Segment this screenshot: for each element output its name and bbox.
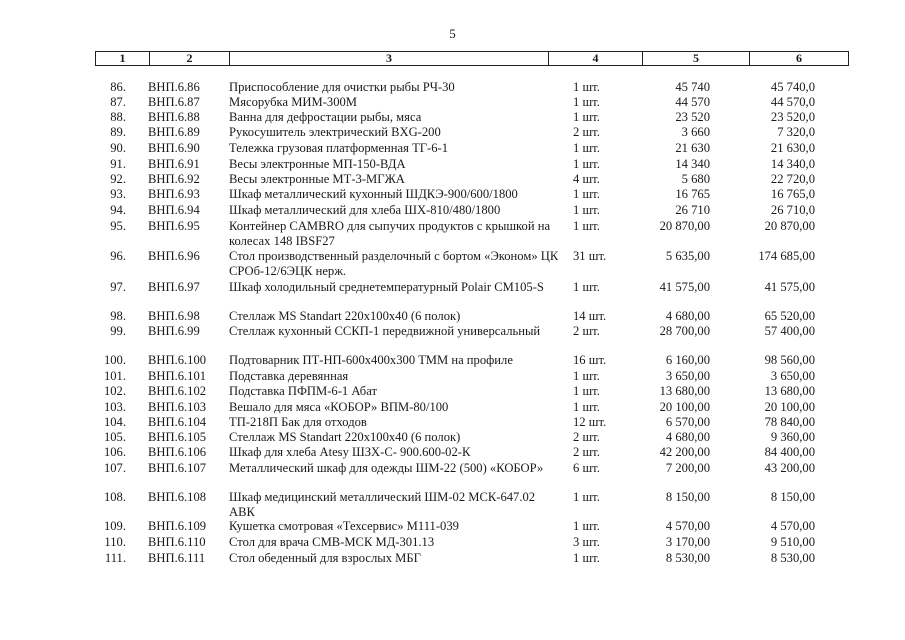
item-name: ТП-218П Бак для отходов [229, 415, 367, 429]
item-total: 41 575,00 [764, 280, 815, 294]
item-code: ВНП.6.107 [148, 461, 207, 475]
item-unit-price: 8 150,00 [665, 490, 710, 504]
item-unit-price: 13 680,00 [659, 384, 710, 398]
item-total: 21 630,0 [770, 141, 815, 155]
item-quantity: 1 шт. [573, 369, 600, 383]
item-name: Весы электронные МП-150-ВДА [229, 157, 406, 171]
item-name: Стеллаж MS Standart 220x100x40 (6 полок) [229, 309, 461, 323]
item-code: ВНП.6.99 [148, 324, 200, 338]
row-number: 109. [103, 519, 126, 533]
item-code: ВНП.6.110 [148, 535, 206, 549]
item-name: Стеллаж MS Standart 220x100x40 (6 полок) [229, 430, 461, 444]
item-quantity: 2 шт. [573, 125, 600, 139]
item-name: Стол обеденный для взрослых МБГ [229, 551, 421, 565]
item-total: 22 720,0 [770, 172, 815, 186]
item-quantity: 2 шт. [573, 324, 600, 338]
item-quantity: 1 шт. [573, 490, 600, 504]
item-quantity: 1 шт. [573, 280, 600, 294]
item-code: ВНП.6.88 [148, 110, 200, 124]
row-number: 102. [103, 384, 126, 398]
item-code: ВНП.6.94 [148, 203, 200, 217]
row-number: 94. [110, 203, 126, 217]
item-code: ВНП.6.103 [148, 400, 207, 414]
item-quantity: 31 шт. [573, 249, 607, 263]
item-name: Вешало для мяса «КОБОР» ВПМ-80/100 [229, 400, 449, 414]
item-unit-price: 3 170,00 [665, 535, 710, 549]
item-quantity: 1 шт. [573, 400, 600, 414]
item-unit-price: 26 710 [675, 203, 710, 217]
item-code: ВНП.6.91 [148, 157, 200, 171]
row-number: 105. [103, 430, 126, 444]
item-total: 14 340,0 [770, 157, 815, 171]
item-quantity: 1 шт. [573, 551, 600, 565]
item-unit-price: 3 660 [681, 125, 710, 139]
row-number: 89. [110, 125, 126, 139]
item-code: ВНП.6.104 [148, 415, 207, 429]
item-code: ВНП.6.86 [148, 80, 200, 94]
item-unit-price: 7 200,00 [665, 461, 710, 475]
item-quantity: 1 шт. [573, 141, 600, 155]
item-unit-price: 3 650,00 [665, 369, 710, 383]
item-code: ВНП.6.102 [148, 384, 207, 398]
item-quantity: 3 шт. [573, 535, 600, 549]
item-name: Мясорубка МИМ-300М [229, 95, 357, 109]
item-total: 4 570,00 [770, 519, 815, 533]
row-number: 88. [110, 110, 126, 124]
item-quantity: 12 шт. [573, 415, 607, 429]
item-quantity: 1 шт. [573, 219, 600, 233]
item-name: Весы электронные МТ-3-МГЖА [229, 172, 405, 186]
item-code: ВНП.6.92 [148, 172, 200, 186]
item-total: 65 520,00 [764, 309, 815, 323]
item-name: Подтоварник ПТ-НП-600x400x300 ТММ на профиле [229, 353, 513, 367]
header-col-1: 1 [96, 52, 150, 65]
header-col-5: 5 [643, 52, 750, 65]
item-name: Ванна для дефростации рыбы, мяса [229, 110, 422, 124]
row-number: 106. [103, 445, 126, 459]
item-total: 45 740,0 [770, 80, 815, 94]
item-total: 23 520,0 [770, 110, 815, 124]
item-total: 20 870,00 [764, 219, 815, 233]
item-name: Шкаф медицинский металлический ШМ-02 МСК-647.02 АВК [229, 490, 536, 519]
item-total: 78 840,00 [764, 415, 815, 429]
item-total: 174 685,00 [758, 249, 815, 263]
row-number: 93. [110, 187, 126, 201]
item-total: 13 680,00 [764, 384, 815, 398]
item-unit-price: 5 680 [681, 172, 710, 186]
header-col-3: 3 [230, 52, 549, 65]
item-code: ВНП.6.87 [148, 95, 200, 109]
item-code: ВНП.6.89 [148, 125, 200, 139]
item-code: ВНП.6.111 [148, 551, 206, 565]
item-total: 98 560,00 [764, 353, 815, 367]
item-unit-price: 21 630 [675, 141, 710, 155]
item-total: 20 100,00 [764, 400, 815, 414]
row-number: 95. [110, 219, 126, 233]
item-unit-price: 4 680,00 [665, 430, 710, 444]
row-number: 87. [110, 95, 126, 109]
item-name: Подставка деревянная [229, 369, 349, 383]
item-unit-price: 6 160,00 [665, 353, 710, 367]
item-code: ВНП.6.93 [148, 187, 200, 201]
item-code: ВНП.6.98 [148, 309, 200, 323]
item-unit-price: 4 680,00 [665, 309, 710, 323]
item-total: 57 400,00 [764, 324, 815, 338]
item-total: 44 570,0 [770, 95, 815, 109]
item-total: 84 400,00 [764, 445, 815, 459]
item-unit-price: 42 200,00 [659, 445, 710, 459]
item-code: ВНП.6.106 [148, 445, 207, 459]
row-number: 92. [110, 172, 126, 186]
row-number: 104. [103, 415, 126, 429]
page-number: 5 [449, 26, 456, 41]
item-unit-price: 20 100,00 [659, 400, 710, 414]
item-unit-price: 45 740 [675, 80, 710, 94]
item-total: 26 710,0 [770, 203, 815, 217]
item-quantity: 2 шт. [573, 445, 600, 459]
item-quantity: 16 шт. [573, 353, 607, 367]
item-code: ВНП.6.109 [148, 519, 207, 533]
table-header [95, 51, 849, 66]
item-code: ВНП.6.96 [148, 249, 200, 263]
item-quantity: 1 шт. [573, 95, 600, 109]
row-number: 99. [110, 324, 126, 338]
item-quantity: 1 шт. [573, 519, 600, 533]
item-total: 7 320,0 [777, 125, 815, 139]
item-quantity: 1 шт. [573, 157, 600, 171]
item-quantity: 1 шт. [573, 110, 600, 124]
item-code: ВНП.6.105 [148, 430, 207, 444]
item-code: ВНП.6.95 [148, 219, 200, 233]
item-quantity: 6 шт. [573, 461, 600, 475]
item-quantity: 1 шт. [573, 187, 600, 201]
item-quantity: 1 шт. [573, 203, 600, 217]
item-name: Рукосушитель электрический BXG-200 [229, 125, 441, 139]
row-number: 100. [103, 353, 126, 367]
item-unit-price: 8 530,00 [665, 551, 710, 565]
row-number: 103. [103, 400, 126, 414]
header-col-6: 6 [796, 51, 802, 65]
item-quantity: 2 шт. [573, 430, 600, 444]
row-number: 110. [104, 535, 126, 549]
item-total: 43 200,00 [764, 461, 815, 475]
item-name: Шкаф холодильный среднетемпературный Polair CM105-S [229, 280, 544, 294]
item-name: Шкаф металлический для хлеба ШХ-810/480/1800 [229, 203, 501, 217]
header-col-2: 2 [150, 52, 230, 65]
header-col-4: 4 [549, 52, 643, 65]
item-name: Контейнер CAMBRO для сыпучих продуктов с крышкой на колесах 148 IBSF27 [229, 219, 551, 248]
item-code: ВНП.6.108 [148, 490, 207, 504]
item-quantity: 14 шт. [573, 309, 607, 323]
item-code: ВНП.6.90 [148, 141, 200, 155]
item-name: Металлический шкаф для одежды ШМ-22 (500) «КОБОР» [229, 461, 544, 475]
row-number: 111. [104, 551, 126, 565]
item-total: 3 650,00 [770, 369, 815, 383]
item-name: Стеллаж кухонный ССКП-1 передвижной универсальный [229, 324, 541, 338]
row-number: 97. [110, 280, 126, 294]
item-unit-price: 44 570 [675, 95, 710, 109]
item-unit-price: 28 700,00 [659, 324, 710, 338]
item-quantity: 4 шт. [573, 172, 600, 186]
item-name: Шкаф металлический кухонный ШДКЭ-900/600/1800 [229, 187, 518, 201]
item-name: Стол для врача СМВ-МСК МД-301.13 [229, 535, 435, 549]
item-code: ВНП.6.100 [148, 353, 207, 367]
item-unit-price: 41 575,00 [659, 280, 710, 294]
item-name: Приспособление для очистки рыбы РЧ-30 [229, 80, 455, 94]
row-number: 86. [110, 80, 126, 94]
row-number: 90. [110, 141, 126, 155]
item-code: ВНП.6.101 [148, 369, 207, 383]
row-number: 96. [110, 249, 126, 263]
item-name: Кушетка смотровая «Техсервис» М111-039 [229, 519, 459, 533]
item-quantity: 1 шт. [573, 80, 600, 94]
item-unit-price: 14 340 [675, 157, 710, 171]
item-unit-price: 16 765 [675, 187, 710, 201]
item-unit-price: 20 870,00 [659, 219, 710, 233]
item-total: 9 510,00 [770, 535, 815, 549]
item-unit-price: 5 635,00 [665, 249, 710, 263]
row-number: 98. [110, 309, 126, 323]
item-total: 8 150,00 [770, 490, 815, 504]
row-number: 108. [103, 490, 126, 504]
item-total: 8 530,00 [770, 551, 815, 565]
row-number: 91. [110, 157, 126, 171]
item-name: Тележка грузовая платформенная ТГ-6-1 [229, 141, 449, 155]
item-name: Шкаф для хлеба Atesy ШЗХ-С- 900.600-02-К [229, 445, 471, 459]
item-quantity: 1 шт. [573, 384, 600, 398]
item-unit-price: 4 570,00 [665, 519, 710, 533]
item-code: ВНП.6.97 [148, 280, 200, 294]
item-unit-price: 23 520 [675, 110, 710, 124]
item-unit-price: 6 570,00 [665, 415, 710, 429]
item-name: Подставка ПФПМ-6-1 Абат [229, 384, 377, 398]
item-total: 9 360,00 [770, 430, 815, 444]
item-name: Стол производственный разделочный с бортом «Эконом» ЦК СРОб-12/6ЭЦК нерж. [229, 249, 559, 278]
row-number: 107. [103, 461, 126, 475]
item-total: 16 765,0 [770, 187, 815, 201]
row-number: 101. [103, 369, 126, 383]
